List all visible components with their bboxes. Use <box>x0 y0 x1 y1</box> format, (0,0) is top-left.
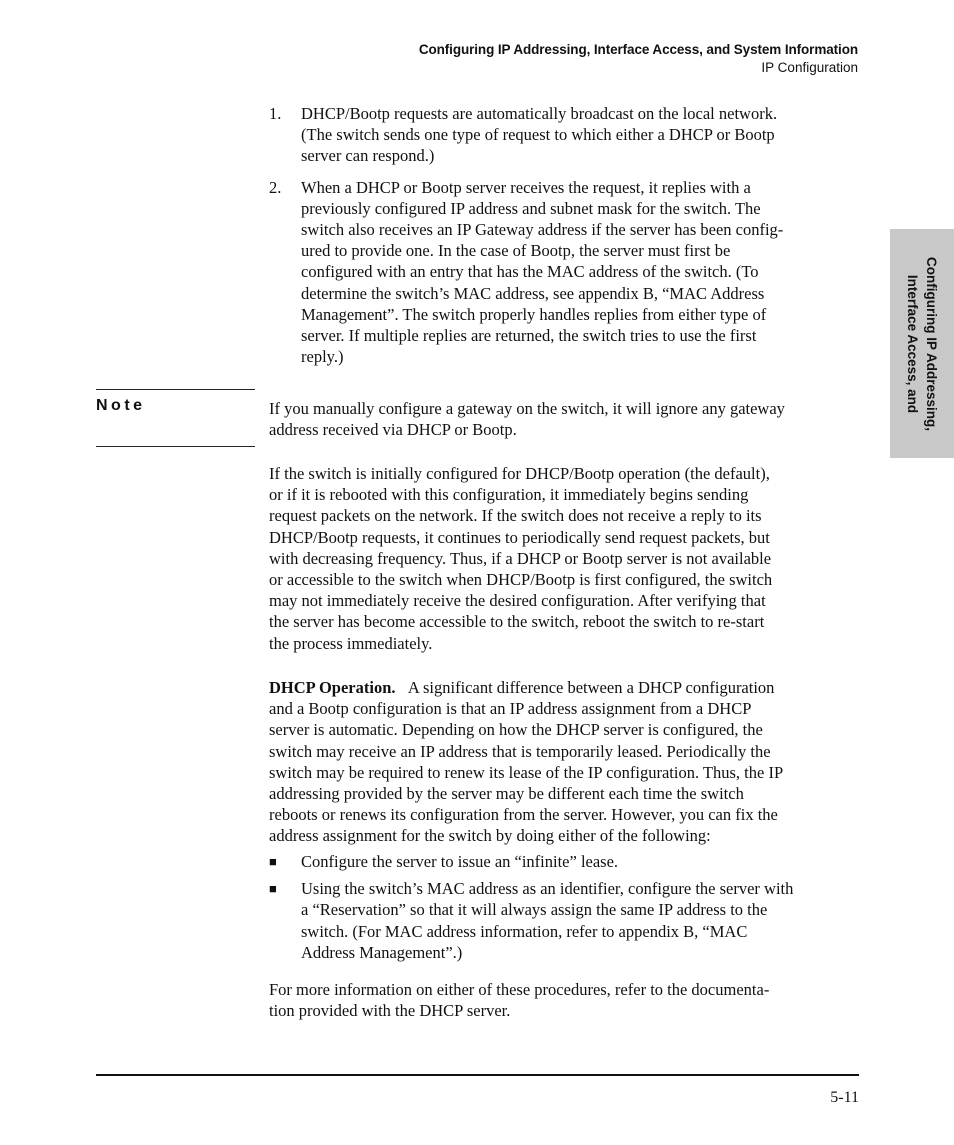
paragraph-line: switch may be required to renew its lease of the IP configuration. Thus, the IP <box>269 762 784 782</box>
paragraph-line: If the switch is initially configured for DHCP/Bootp operation (the default), <box>269 464 770 483</box>
list-item-line: reply.) <box>301 347 344 367</box>
bulleted-list <box>269 851 861 963</box>
list-item <box>269 878 861 963</box>
list-item-line: configured with an entry that has the MAC address of the switch. (To <box>301 262 759 282</box>
note-bottom-rule <box>96 446 255 447</box>
list-item-line: Address Management”.) <box>301 942 463 962</box>
page-number: 5-11 <box>830 1089 859 1106</box>
paragraph-line: tion provided with the DHCP server. <box>269 1001 511 1021</box>
paragraph-line: reboots or renews its configuration from the server. However, you can fix the <box>269 805 778 825</box>
note-text <box>269 398 861 440</box>
list-item-line: Management”. The switch properly handles replies from either type of <box>301 304 767 324</box>
list-item-line: previously configured IP address and subnet mask for the switch. The <box>301 198 761 218</box>
closing-paragraph <box>269 979 861 1021</box>
running-header <box>419 41 858 77</box>
list-number: 1. <box>269 104 282 123</box>
paragraph-line <box>269 677 861 698</box>
body-paragraph <box>269 463 861 654</box>
list-item-line: server can respond.) <box>301 146 435 166</box>
bullet-square-icon: ■ <box>269 881 277 897</box>
side-tab-line-2: Interface Access, and <box>905 274 920 413</box>
list-item-line: Using the switch’s MAC address as an identifier, configure the server with <box>301 879 794 899</box>
paragraph-line: or accessible to the switch when DHCP/Bootp is first configured, the switch <box>269 570 773 590</box>
note-label: Note <box>96 397 146 414</box>
list-item-line: switch. (For MAC address information, refer to appendix B, “MAC <box>301 921 748 941</box>
list-item <box>269 851 861 872</box>
paragraph-line: DHCP/Bootp requests, it continues to periodically send request packets, but <box>269 527 770 547</box>
list-item-line: server. If multiple replies are returned, the switch tries to use the first <box>301 326 757 346</box>
paragraph-line: server is automatic. Depending on how the DHCP server is configured, the <box>269 720 763 740</box>
bullet-square-icon: ■ <box>269 854 277 869</box>
list-item-line: a “Reservation” so that it will always assign the same IP address to the <box>301 900 768 920</box>
list-item-line: ured to provide one. In the case of Bootp, the server must first be <box>301 241 731 261</box>
paragraph-line: For more information on either of these procedures, refer to the documenta- <box>269 980 770 999</box>
section-title: IP Configuration <box>761 60 858 75</box>
list-item-line: When a DHCP or Bootp server receives the request, it replies with a <box>301 177 751 197</box>
note-line: If you manually configure a gateway on the switch, it will ignore any gateway <box>269 399 785 418</box>
list-item <box>269 103 861 167</box>
note-line: address received via DHCP or Bootp. <box>269 420 517 440</box>
list-item-line: Configure the server to issue an “infinite” lease. <box>301 852 619 871</box>
paragraph-line: with decreasing frequency. Thus, if a DHCP or Bootp server is not available <box>269 548 772 568</box>
paragraph-line: or if it is rebooted with this configuration, it immediately begins sending <box>269 485 749 505</box>
list-item-line: determine the switch’s MAC address, see appendix B, “MAC Address <box>301 283 765 303</box>
side-tab-text <box>903 256 941 430</box>
paragraph-line: addressing provided by the server may be different each time the switch <box>269 784 744 804</box>
paragraph-line: the server has become accessible to the switch, reboot the switch to re-start <box>269 612 765 632</box>
paragraph-line: the process immediately. <box>269 633 433 653</box>
paragraph-line: address assignment for the switch by doing either of the following: <box>269 826 711 846</box>
chapter-title: Configuring IP Addressing, Interface Access, and System Information <box>418 42 858 57</box>
chapter-side-tab <box>890 229 954 458</box>
list-number: 2. <box>269 177 282 197</box>
paragraph-line: and a Bootp configuration is that an IP address assignment from a DHCP <box>269 699 752 719</box>
paragraph-line: may not immediately receive the desired configuration. After verifying that <box>269 591 766 611</box>
list-item-line: switch also receives an IP Gateway address if the server has been config- <box>301 220 784 240</box>
footer-rule <box>96 1074 859 1076</box>
paragraph-first-line: A significant difference between a DHCP configuration <box>407 678 775 697</box>
run-in-heading: DHCP Operation. <box>269 678 396 697</box>
note-top-rule <box>96 389 255 390</box>
numbered-list <box>269 103 861 367</box>
list-item-line: (The switch sends one type of request to which either a DHCP or Bootp <box>301 125 775 145</box>
side-tab-line-1: Configuring IP Addressing, <box>924 256 939 431</box>
paragraph-line: switch may receive an IP address that is temporarily leased. Periodically the <box>269 741 771 761</box>
paragraph-line: request packets on the network. If the switch does not receive a reply to its <box>269 506 762 526</box>
list-item <box>269 177 861 368</box>
list-item-line: DHCP/Bootp requests are automatically broadcast on the local network. <box>301 104 778 123</box>
dhcp-operation-paragraph <box>269 677 861 847</box>
